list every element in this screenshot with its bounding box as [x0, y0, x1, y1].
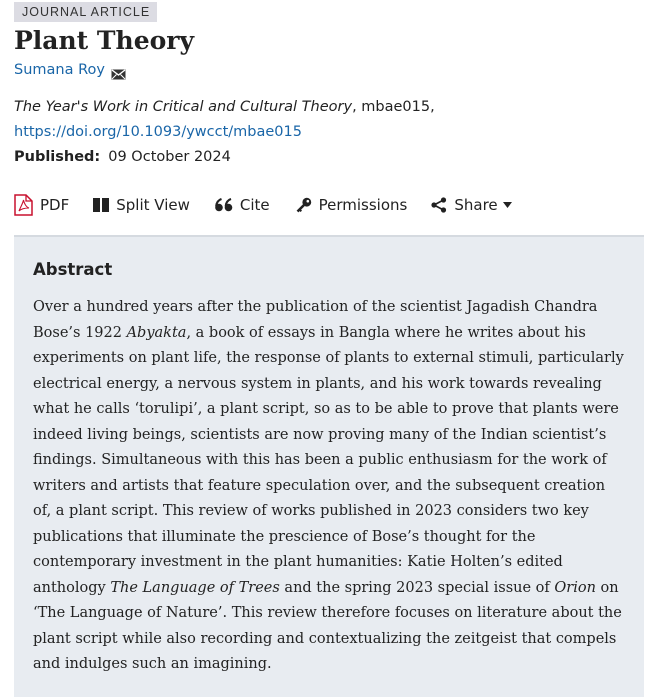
- pdf-icon: [14, 194, 33, 216]
- abstract-text-part: , a book of essays in Bangla where he writes about his experiments on plant life, the response of plants to external stimuli, particularly electrical energy, a nervous system in plants, and his work towards revealing what he calls ‘torulipi’, a plant script, so as to be able to prove that plants were indeed living beings, scientists are now proving many of the Indian scientist’s findings. Simultaneous with this has been a public enthusiasm for the work of writers and artists that feature speculation over, and the subsequent creation of, a plant script. This review of works published in 2023 considers two key publications that illuminate the prescience of Bose’s thought for the contemporary investment in the plant humanities: Katie Holten’s edited anthology: [33, 324, 624, 596]
- abstract-text-part: on ‘The Language of Nature’. This review therefore focuses on literature about the plant script while also recording and contextualizing the zeitgeist that compels and indulges such an imagining.: [33, 579, 622, 672]
- article-type-badge: JOURNAL ARTICLE: [14, 2, 157, 22]
- citation-line: [14, 97, 435, 117]
- pdf-label: PDF: [40, 196, 70, 214]
- quote-icon: [215, 198, 233, 212]
- journal-name: The Year's Work in Critical and Cultural Theory: [14, 99, 353, 115]
- doi-link[interactable]: https://doi.org/10.1093/ywcct/mbae015: [14, 124, 302, 140]
- published-label: Published:: [14, 149, 101, 165]
- cite-button[interactable]: [215, 196, 270, 214]
- cite-label: Cite: [239, 196, 270, 214]
- abstract-italic-title: Orion: [554, 579, 596, 596]
- author-row: [14, 60, 126, 80]
- key-icon: [296, 197, 312, 213]
- published-date: 09 October 2024: [108, 149, 231, 165]
- split-view-button[interactable]: [93, 196, 190, 214]
- article-title: Plant Theory: [14, 26, 194, 55]
- abstract-heading: Abstract: [33, 260, 113, 279]
- article-toolbar: [14, 193, 512, 217]
- abstract-italic-title: The Language of Trees: [110, 579, 280, 596]
- pdf-button[interactable]: [14, 194, 69, 216]
- abstract-text-part: Over a hundred years after the publication of the scientist Jagadish Chandra Bose’s 1922: [33, 299, 598, 341]
- abstract-section: [14, 235, 644, 697]
- article-id: , mbae015,: [352, 99, 435, 115]
- chevron-down-icon: [503, 202, 512, 208]
- abstract-text: [33, 295, 626, 678]
- share-button[interactable]: [431, 196, 511, 214]
- abstract-text-part: and the spring 2023 special issue of: [279, 579, 555, 596]
- share-label: Share: [454, 196, 498, 214]
- split-view-label: Split View: [116, 196, 190, 214]
- permissions-button[interactable]: [296, 196, 408, 214]
- abstract-italic-title: Abyakta: [126, 324, 187, 341]
- envelope-icon[interactable]: [111, 65, 126, 76]
- author-link[interactable]: Sumana Roy: [14, 62, 105, 78]
- split-view-icon: [93, 198, 109, 212]
- permissions-label: Permissions: [318, 196, 408, 214]
- share-icon: [431, 197, 447, 213]
- published-line: [14, 147, 231, 167]
